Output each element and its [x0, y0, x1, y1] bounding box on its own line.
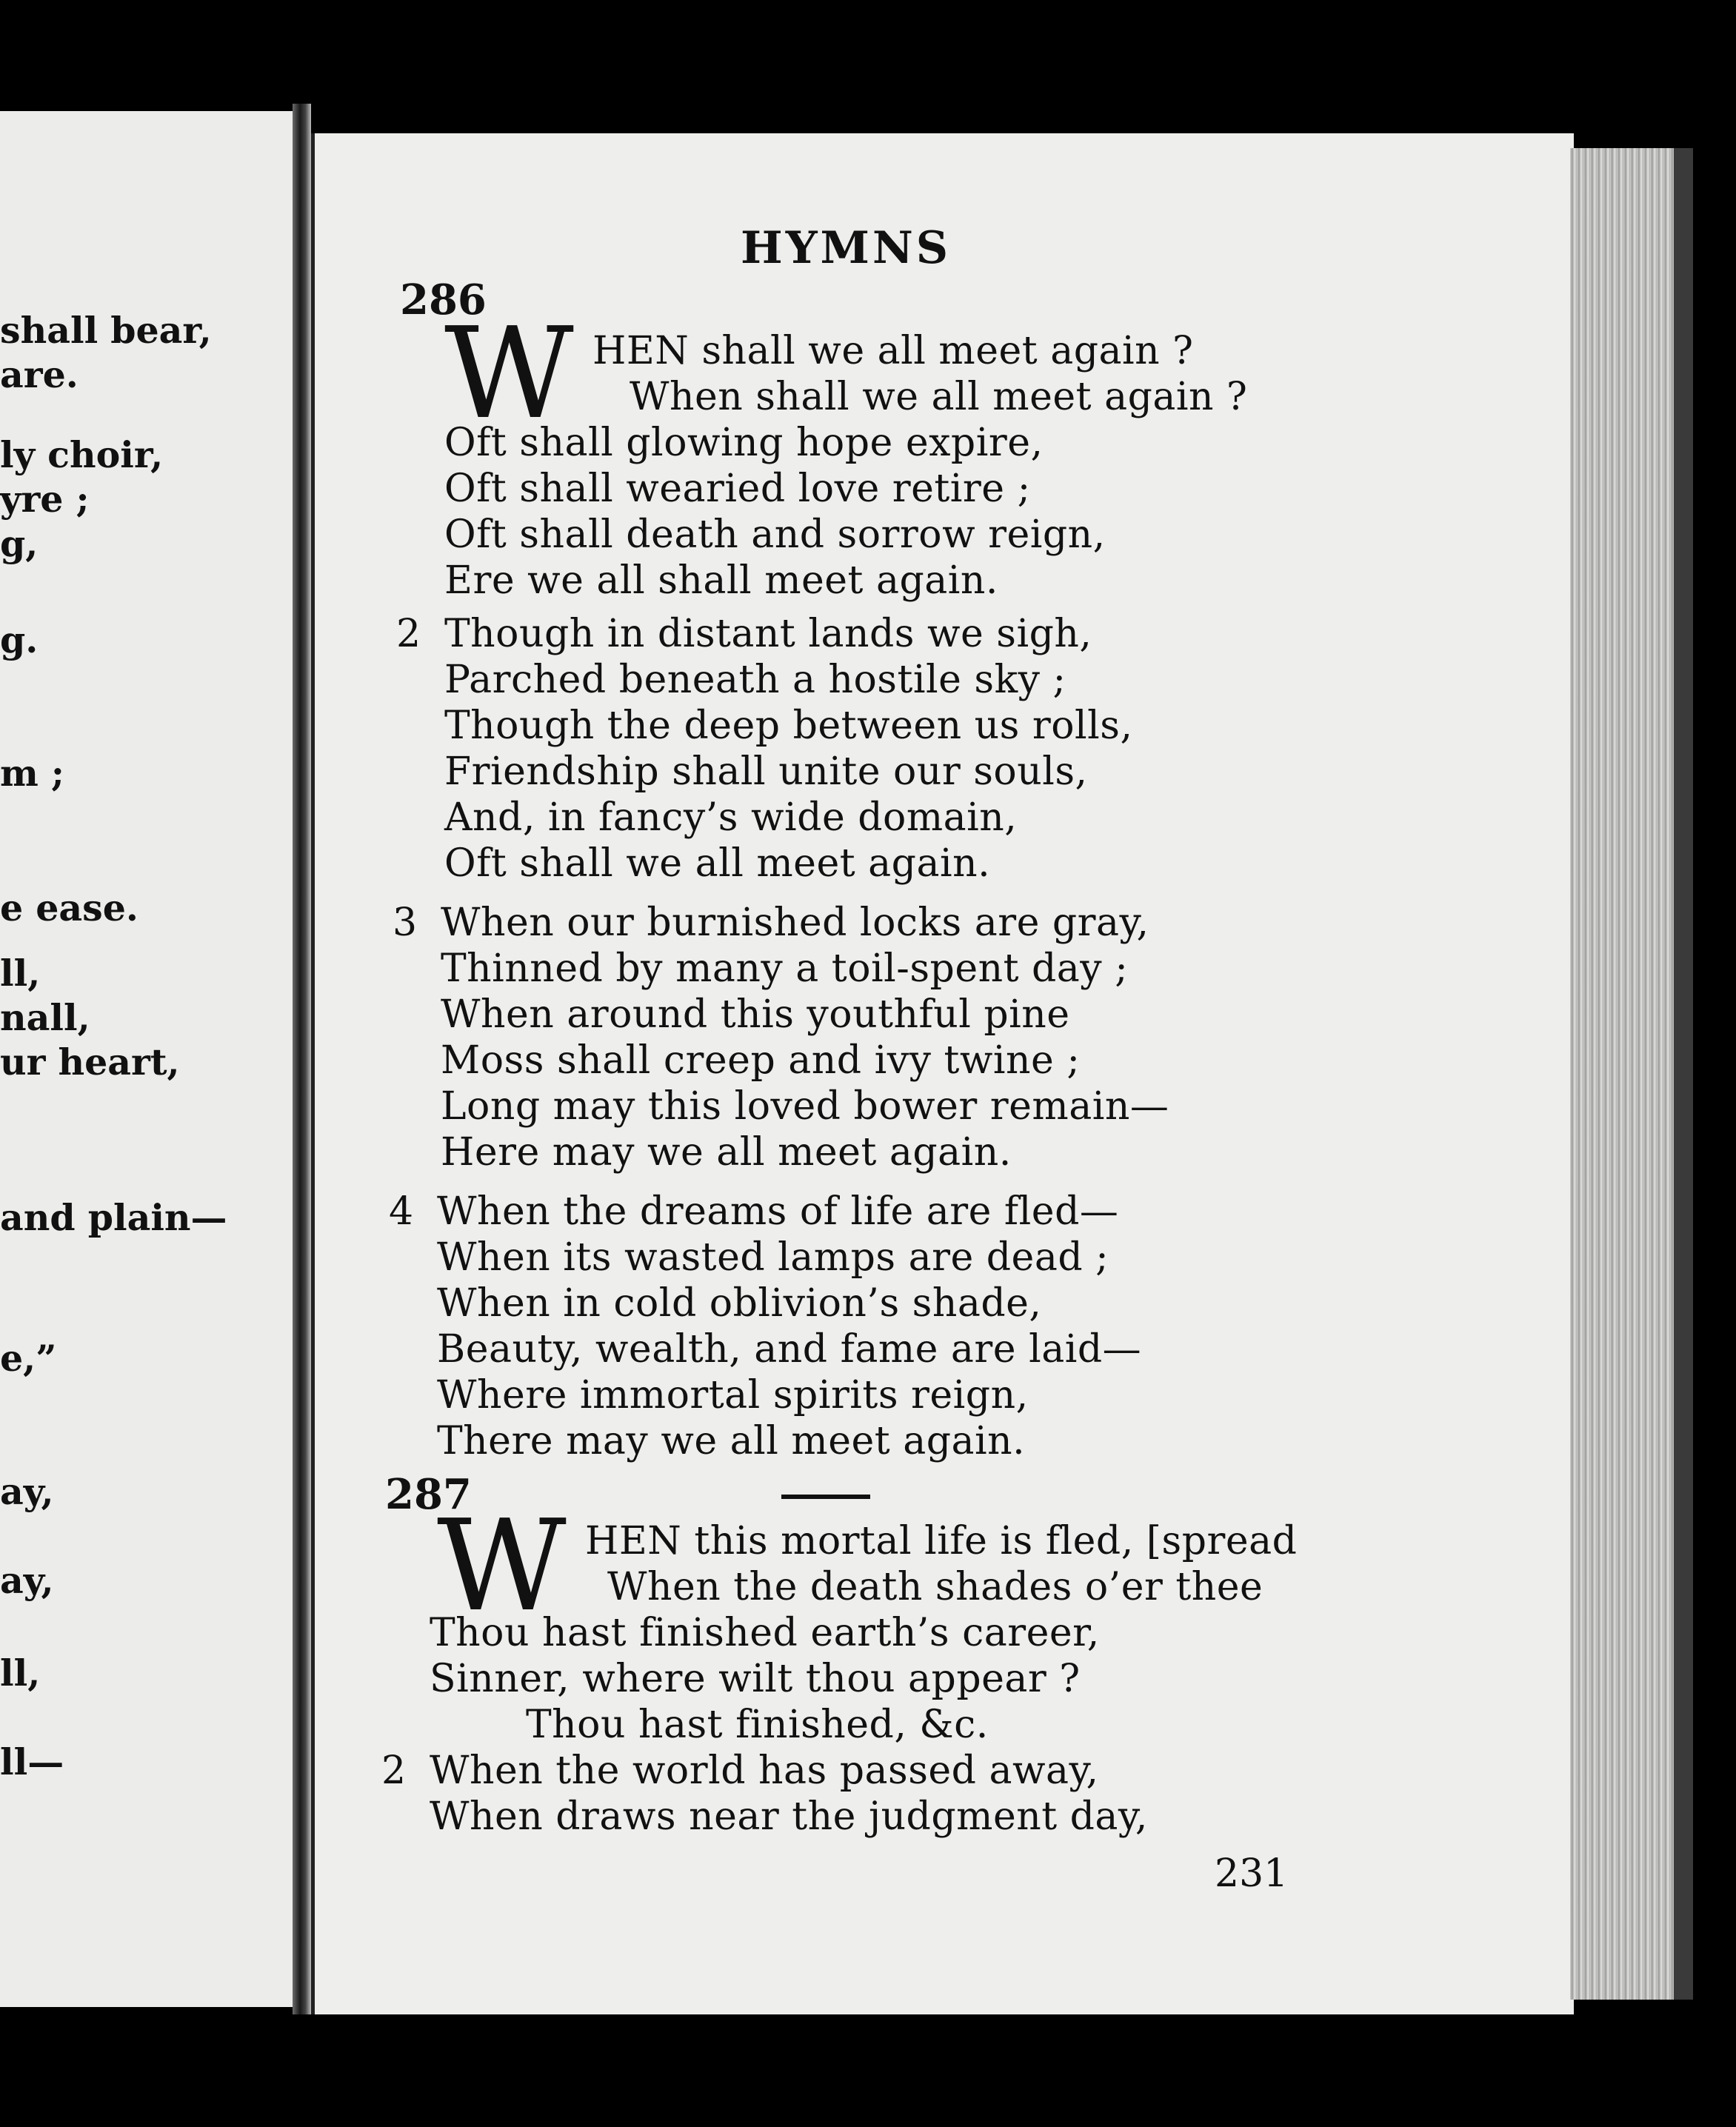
hymn-line: Though in distant lands we sigh, [444, 612, 1092, 656]
left-fragment: ay, [0, 1559, 54, 1602]
hymn-line: Though the deep between us rolls, [444, 704, 1133, 748]
hymn-line: When the world has passed away, [430, 1749, 1099, 1793]
hymn-line: Parched beneath a hostile sky ; [444, 658, 1066, 702]
left-fragment: m ; [0, 752, 64, 795]
left-fragment: shall bear, [0, 309, 212, 352]
left-fragment: ll, [0, 1652, 41, 1694]
hymn-line: Oft shall we all meet again. [444, 841, 991, 886]
hymn-line: Sinner, where wilt thou appear ? [430, 1657, 1081, 1701]
facing-page-left [0, 111, 293, 2007]
hymn-line: Oft shall wearied love retire ; [444, 467, 1031, 511]
page-number: 231 [1215, 1851, 1289, 1896]
left-fragment: and plain— [0, 1196, 227, 1239]
hymn-line: Oft shall glowing hope expire, [444, 421, 1044, 465]
hymn-line: HEN shall we all meet again ? [592, 329, 1194, 373]
hymn-line: When around this youthful pine [441, 992, 1070, 1037]
left-fragment: are. [0, 353, 79, 396]
page-fore-edge [1570, 148, 1674, 2000]
hymn-line: HEN this mortal life is fled, [spread [585, 1519, 1298, 1563]
left-fragment: ly choir, [0, 433, 164, 476]
verse-number: 2 [396, 612, 421, 656]
left-fragment: e,” [0, 1337, 57, 1380]
verse-number: 4 [389, 1189, 414, 1234]
hymn-line: There may we all meet again. [437, 1419, 1026, 1463]
hymn-line: Friendship shall unite our souls, [444, 749, 1088, 794]
verse-number: 2 [381, 1749, 407, 1793]
left-fragment: ur heart, [0, 1041, 180, 1083]
left-fragment: e ease. [0, 886, 138, 929]
hymn-line: Beauty, wealth, and fame are laid— [437, 1327, 1142, 1372]
hymn-line: Thinned by many a toil-spent day ; [441, 946, 1129, 991]
hymn-line: When the death shades o’er thee [607, 1565, 1263, 1609]
fore-edge-shadow [1674, 148, 1693, 2000]
left-fragment: ay, [0, 1470, 54, 1513]
hymn-line: Oft shall death and sorrow reign, [444, 512, 1106, 557]
left-fragment: ll, [0, 952, 41, 995]
running-head: HYMNS [741, 222, 952, 274]
left-fragment: g. [0, 618, 39, 661]
left-fragment: nall, [0, 996, 90, 1039]
drop-cap: W [437, 1493, 567, 1640]
hymn-line: Where immortal spirits reign, [437, 1373, 1029, 1418]
drop-cap: W [444, 301, 574, 447]
hymn-line: When the dreams of life are fled— [437, 1189, 1119, 1234]
hymn-line: When in cold oblivion’s shade, [437, 1281, 1042, 1326]
hymn-line: When our burnished locks are gray, [441, 901, 1149, 945]
hymn-separator-rule [781, 1495, 870, 1499]
hymn-line: Thou hast finished, &c. [526, 1703, 989, 1747]
left-fragment: ll— [0, 1740, 64, 1783]
hymn-line: When shall we all meet again ? [630, 375, 1248, 419]
hymn-line: Moss shall creep and ivy twine ; [441, 1038, 1081, 1083]
hymn-line: When its wasted lamps are dead ; [437, 1235, 1109, 1280]
hymn-number: 287 [385, 1470, 472, 1519]
hymn-number: 286 [400, 276, 487, 324]
left-fragment: g, [0, 522, 39, 565]
hymn-line: And, in fancy’s wide domain, [444, 795, 1018, 840]
left-fragment: yre ; [0, 478, 90, 521]
hymn-line: Thou hast finished earth’s career, [430, 1611, 1100, 1655]
hymn-line: Long may this loved bower remain— [441, 1084, 1169, 1129]
hymn-line: When draws near the judgment day, [430, 1794, 1148, 1839]
verse-number: 3 [393, 901, 418, 945]
hymn-line: Ere we all shall meet again. [444, 558, 998, 603]
book-gutter [293, 104, 311, 2014]
hymn-line: Here may we all meet again. [441, 1130, 1012, 1175]
